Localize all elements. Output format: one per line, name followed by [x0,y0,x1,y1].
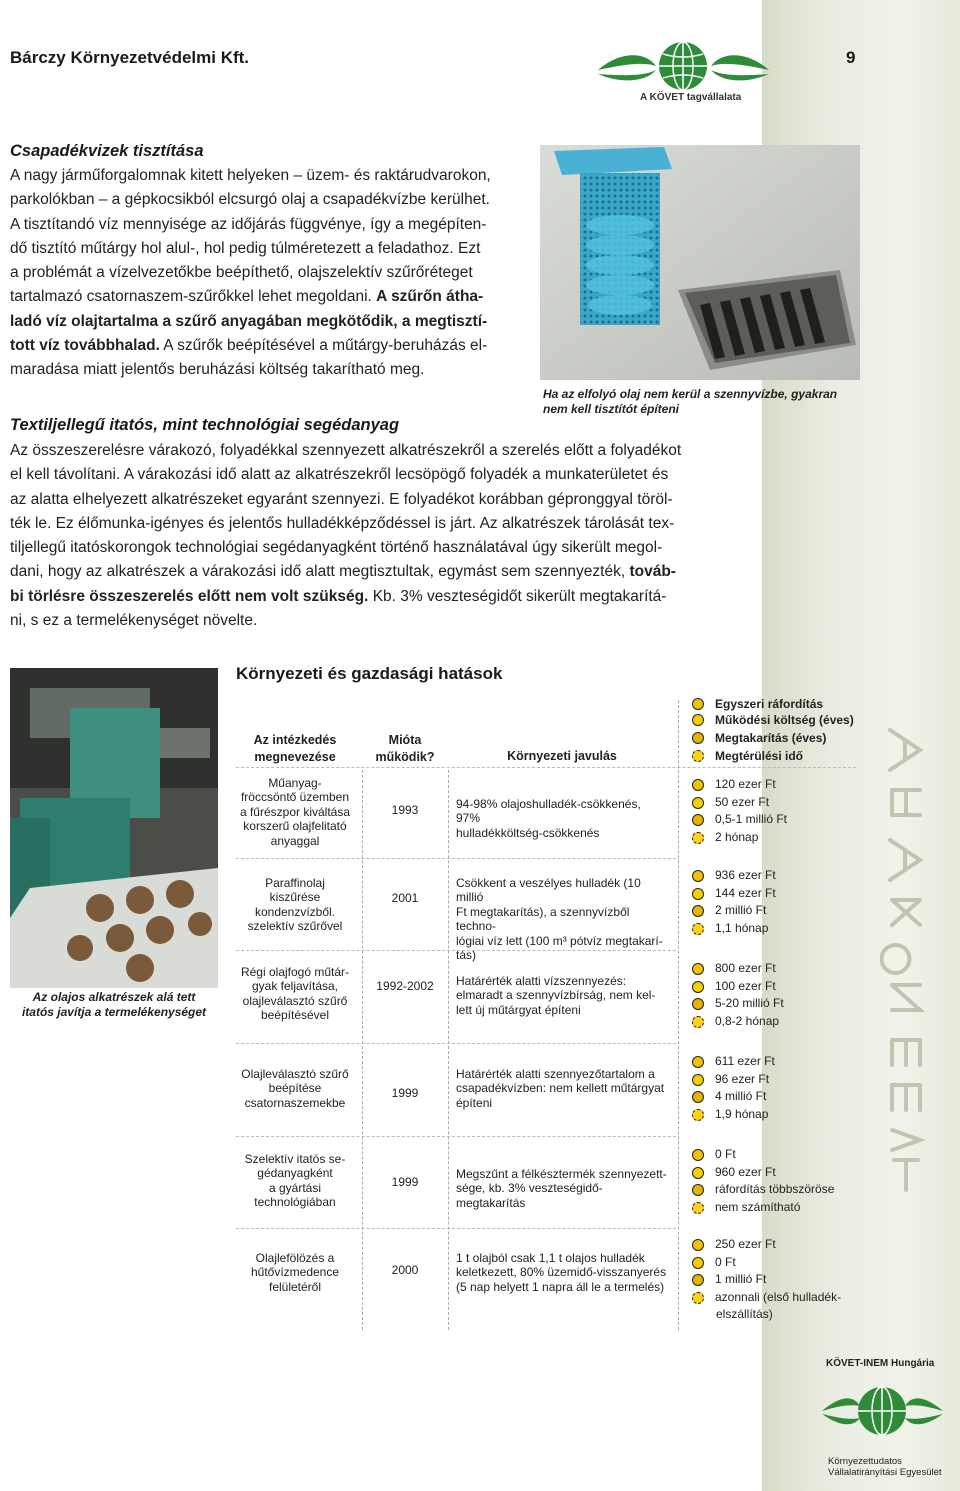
text-line: ni, s ez a termelékenységet növelte. [10,612,258,630]
value-savings [692,902,852,920]
caption-line: Az olajos alkatrészek alá tett [32,990,196,1004]
text-line: A nagy járműforgalomnak kitett helyeken – üzem- és raktárudvarokon, [10,167,491,184]
text-line: el kell távolítani. A várakozási idő alatt az alkatrészekről lecsöpögő folyadék a munkaterületet és [10,466,669,484]
value-operating-cost [692,1071,852,1089]
cell-line: Paraffinolaj [265,876,325,890]
text-span: Kb. 3% veszteségidőt sikerült megtakarítá- [372,587,667,605]
text-span: tartalmazó csatornaszem-szűrőkkel lehet megoldani. [10,288,372,306]
cell-line: kiszűrése [269,890,321,905]
table-row-year: 1993 [391,803,419,817]
cell-line: sége, kb. 3% veszteségidő-megtakarítás [456,1181,603,1210]
cell-line: a fűrészpor kiváltása [239,804,351,819]
value-text: azonnali (első hulladék- [715,1289,842,1304]
value-operating-cost [692,1164,852,1182]
value-text: 100 ezer Ft [715,978,776,993]
table-row-values [692,1146,852,1216]
table-row-year: 2001 [391,891,419,905]
one-time-cost-icon [692,779,704,791]
savings-icon [692,1091,704,1103]
cell-line: Csökkent a veszélyes hulladék (10 millió [456,876,641,905]
value-text: 960 ezer Ft [715,1164,776,1179]
value-text: elszállítás) [716,1307,773,1322]
cell-line: korszerű olajfelitató [243,819,347,834]
text-line: dő tisztító műtárgy hol alul-, hol pedig túlméretezett a feladathoz. Ezt [10,239,481,257]
row-divider [236,858,676,859]
table-header-divider [236,767,856,768]
subtitle-line: Vállalatirányítási Egyesület [828,1467,942,1478]
operating-cost-icon [692,797,704,809]
text-line: az alatta elhelyezett alkatrészeket egyaránt szennyezi. E folyadékot korábban gépronggyal töröl- [10,490,673,508]
cell-line: beépítése [268,1081,322,1096]
footer-logo-title: KÖVET-INEM Hungária [826,1358,935,1369]
legend-label: Megtérülési idő [715,749,804,763]
value-text: 144 ezer Ft [715,885,776,900]
one-time-cost-icon [692,1149,704,1161]
value-payback [692,1106,852,1124]
payback-icon [692,832,704,844]
value-payback [692,1199,852,1217]
filter-basket-photo [540,145,860,380]
value-text: ráfordítás többszöröse [715,1182,835,1197]
table-row-year: 1999 [391,1175,419,1189]
cell-line: Olajleválasztó szűrő [241,1067,349,1081]
value-payback-continued [692,1306,852,1324]
value-text: 800 ezer Ft [715,961,776,975]
value-text: 5-20 millió Ft [715,996,784,1011]
cell-line: lógiai víz lett (100 m³ pótvíz megtakarí- [456,933,663,948]
bold-text: bi törlésre összeszerelés előtt nem volt szükség. [10,587,369,605]
value-text: 2 hónap [715,829,759,844]
value-text: 4 millió Ft [715,1089,767,1104]
legend-payback [692,747,803,765]
value-text: nem számítható [715,1199,801,1214]
value-operating-cost [692,794,852,812]
one-time-cost-icon [692,1239,704,1251]
text-line [10,334,530,358]
caption-line: Ha az elfolyó olaj nem kerül a szennyvízbe, gyakran [543,387,838,401]
cell-line: lett új műtárgyat építeni [456,1002,581,1017]
value-payback [692,1289,852,1307]
value-one-time-cost [692,867,852,885]
cell-line: Szelektív itatós se- [244,1152,346,1166]
operating-cost-icon [692,1257,704,1269]
savings-icon [692,732,704,744]
text-line [10,560,760,584]
value-text: 1,9 hónap [715,1106,769,1121]
savings-icon [692,1184,704,1196]
subtitle-line: Környezettudatos [828,1456,902,1467]
value-text: 96 ezer Ft [715,1071,770,1086]
one-time-cost-icon [692,1056,704,1068]
cell-line: a gyártási [268,1180,322,1195]
operating-cost-icon [692,981,704,993]
header-line: megnevezése [254,750,336,764]
cell-line: szelektív szűrővel [247,919,343,934]
cell-line: Műanyag- [268,776,322,790]
cell-line: gyak feljavítása, [251,979,339,994]
legend-label: Működési költség (éves) [715,713,854,727]
logo-caption: A KÖVET tagvállalata [640,92,742,103]
value-text: 1 millió Ft [715,1272,767,1287]
one-time-cost-icon [692,963,704,975]
payback-icon [692,1292,704,1304]
payback-icon [692,923,704,935]
legend-operating-cost [692,711,854,729]
column-divider [362,770,363,1330]
cell-line: 1 t olajból csak 1,1 t olajos hulladék [456,1251,645,1265]
column-header-improvement: Környezeti javulás [507,749,617,763]
text-line [10,285,530,309]
cell-line: (5 nap helyett 1 napra áll le a termelés) [456,1279,665,1294]
cell-line: anyaggal [270,833,320,848]
text-line: ték le. Ez élőmunka-igényes és jelentős hulladékképződéssel is járt. Az alkatrészek tárolását tex- [10,514,675,532]
text-line [10,310,530,334]
table-row-year: 1999 [391,1086,419,1100]
value-operating-cost [692,1254,852,1272]
text-span: dani, hogy az alkatrészek a várakozási idő alatt megtisztultak, egymást sem szennyezték, [10,563,626,581]
table-row-name [236,1067,354,1110]
footer-logo-subtitle [828,1456,942,1478]
table-row-name [236,1152,354,1210]
column-divider [448,770,449,1330]
table-row-name [236,1251,354,1294]
table-row-improvement [456,797,668,840]
value-one-time-cost [692,1236,852,1254]
value-savings [692,995,852,1013]
operating-cost-icon [692,888,704,900]
table-row-values [692,776,852,846]
operating-cost-icon [692,714,704,726]
operating-cost-icon [692,1074,704,1086]
value-payback [692,1013,852,1031]
section-heading-stormwater: Csapadékvizek tisztítása [10,142,204,160]
value-text: 50 ezer Ft [715,794,770,809]
sidebar-brush-lettering-art [880,720,960,1200]
legend-label: Egyszeri ráfordítás [715,697,824,711]
photo-caption-machine [10,990,218,1030]
row-divider [236,1228,676,1229]
text-line: Az összeszerelésre várakozó, folyadékkal szennyezett alkatrészekről a szerelés előtt a folyadékot [10,442,682,459]
cell-line: gédanyagként [257,1166,333,1181]
header-line: működik? [375,750,435,764]
text-line: maradása miatt jelentős beruházási költség takarítható meg. [10,361,425,379]
cell-line: fröccsöntő üzemben [240,790,350,805]
cell-line: Határérték alatti szennyezőtartalom a [456,1067,655,1081]
cell-line: Megszűnt a félkésztermék szennyezett- [456,1167,667,1181]
cell-line: technológiában [254,1195,336,1210]
table-row-year: 1992-2002 [376,979,434,993]
table-row-improvement [456,1067,668,1110]
table-row-values [692,1053,852,1123]
value-payback [692,829,852,847]
row-divider [236,1043,676,1044]
table-row-values [692,960,852,1030]
value-text: 1,1 hónap [715,920,769,935]
cell-line: csapadékvízben: nem kellett műtárgyat [456,1081,665,1096]
table-row-name [236,965,354,1023]
table-row-year: 2000 [391,1263,419,1277]
value-savings [692,1088,852,1106]
text-line: a problémát a vízelvezetőkbe beépíthető, olajszelektív szűrőréteget [10,264,473,282]
value-one-time-cost [692,776,852,794]
row-divider [236,1136,676,1137]
value-one-time-cost [692,960,852,978]
cell-line: Régi olajfogó műtár- [240,965,350,979]
value-savings [692,1271,852,1289]
section-body-stormwater [10,164,530,383]
cell-line: Határérték alatti vízszennyezés: [456,974,627,988]
cell-line: elmaradt a szennyvízbírság, nem kel- [456,988,656,1003]
text-line [10,585,760,609]
table-row-values [692,1236,852,1324]
header-line: Mióta [388,733,422,747]
one-time-cost-icon [692,870,704,882]
value-text: 120 ezer Ft [715,777,776,791]
header-line: Az intézkedés [253,733,337,747]
value-savings [692,811,852,829]
caption-line: nem kell tisztítót építeni [543,402,680,416]
column-divider [678,700,679,1330]
table-row-improvement [456,974,668,1017]
bold-text: ladó víz olajtartalma a szűrő anyagában megkötődik, a megtisztí- [10,312,488,330]
value-text: 936 ezer Ft [715,868,776,882]
column-header-measure [236,732,354,766]
cell-line: építeni [456,1095,493,1110]
table-row-name [236,776,354,848]
table-row-improvement [456,1167,668,1210]
photo-caption-filter [543,387,859,417]
caption-line: itatós javítja a termelékenységet [21,1005,207,1019]
cell-line: Olajlefölözés a [255,1251,335,1265]
text-line: tiljellegű itatóskorongok technológiai segédanyagként történő használatával úgy sikerült megol- [10,539,663,557]
table-row-improvement [456,1251,668,1294]
value-operating-cost [692,978,852,996]
savings-icon [692,1274,704,1286]
section-body-absorbent [10,439,760,633]
cell-line: csatornaszemekbe [244,1095,346,1110]
table-row-values [692,867,852,937]
legend-savings [692,729,826,747]
value-payback [692,920,852,938]
payback-icon [692,1109,704,1121]
cell-line: 94-98% olajoshulladék-csökkenés, 97% [456,797,641,826]
value-text: 0 Ft [715,1254,736,1269]
one-time-cost-icon [692,698,704,710]
value-one-time-cost [692,1146,852,1164]
column-header-since [370,732,440,766]
bold-text: tott víz továbbhalad. [10,337,160,355]
legend-label: Megtakarítás (éves) [715,731,827,745]
savings-icon [692,905,704,917]
cell-line: keletkezett, 80% üzemidő-visszanyerés [456,1265,667,1280]
value-text: 611 ezer Ft [715,1054,775,1068]
value-savings [692,1181,852,1199]
table-row-name [236,876,354,934]
savings-icon [692,814,704,826]
cell-line: hulladékköltség-csökkenés [456,825,600,840]
cell-line: olajleválasztó szűrő [242,993,348,1008]
table-title: Környezeti és gazdasági hatások [236,664,503,683]
savings-icon [692,998,704,1010]
cell-line: Ft megtakarítás), a szennyvízből techno- [456,904,630,934]
cell-line: kondenzvízből. [254,904,336,919]
payback-icon [692,1202,704,1214]
text-line: A tisztítandó víz mennyisége az időjárás függvénye, így a megépíten- [10,215,487,233]
cell-line: hűtővízmedence [250,1265,340,1280]
company-name: Bárczy Környezetvédelmi Kft. [10,48,250,67]
value-text: 0,8-2 hónap [715,1013,780,1028]
section-heading-absorbent: Textiljellegű itatós, mint technológiai segédanyag [10,416,400,434]
page-number: 9 [846,48,856,67]
text-line: parkolókban – a gépkocsikból elcsurgó olaj a csapadékvízbe kerülhet. [10,191,490,209]
bold-text: A szűrőn átha- [376,288,484,306]
operating-cost-icon [692,1167,704,1179]
value-operating-cost [692,885,852,903]
value-text: 0 Ft [715,1147,736,1161]
machine-workshop-photo [10,668,218,988]
cell-line: tás) [456,948,477,963]
bold-text: továb- [629,563,676,581]
row-divider [236,950,676,951]
value-one-time-cost [692,1053,852,1071]
value-text: 2 millió Ft [715,903,767,918]
payback-icon [692,750,704,762]
value-text: 0,5-1 millió Ft [715,812,788,827]
text-span: A szűrők beépítésével a műtárgy-beruházás el- [163,337,488,355]
payback-icon [692,1016,704,1028]
value-text: 250 ezer Ft [715,1237,776,1251]
cell-line: beépítésével [260,1008,330,1023]
cell-line: felületéről [268,1279,322,1294]
